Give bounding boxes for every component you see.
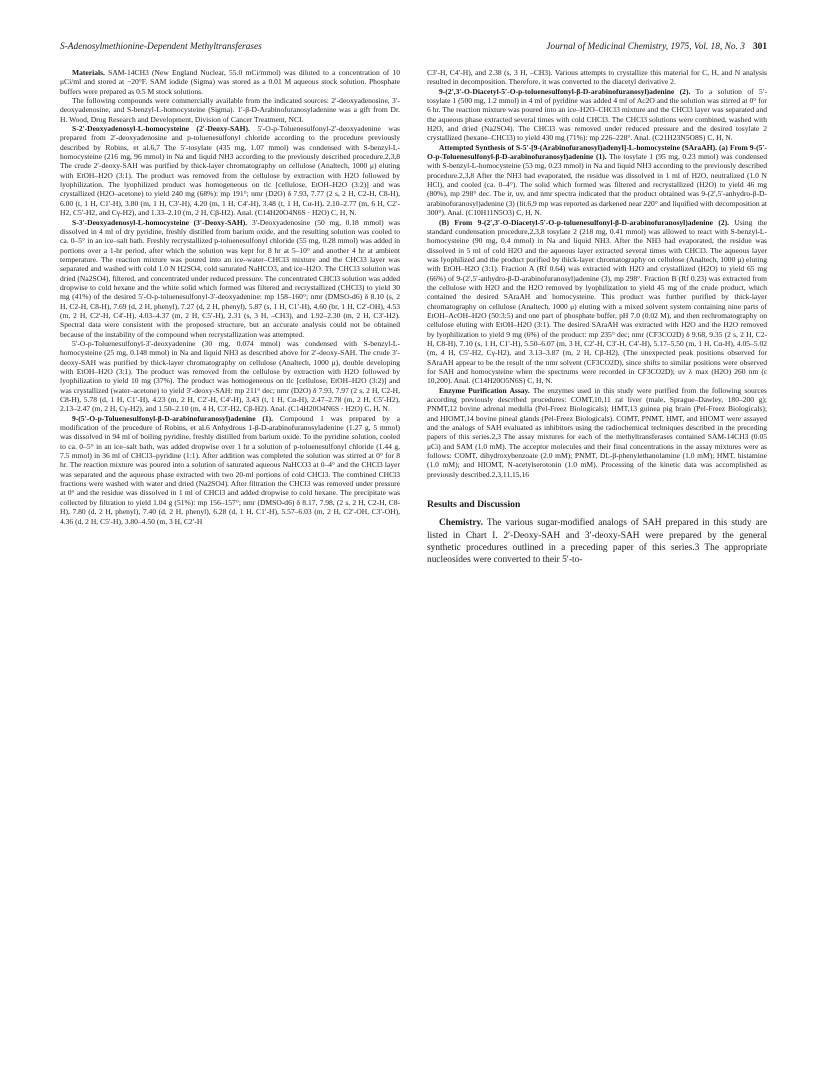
paragraph-heading: Attempted Synthesis of S-5′-[9-(Arabinofuranosyl)adenyl]-L-homocysteine (SAraAH). (a) From 9-(5′-O-p-Toluenesulfonyl-β-D-arabinofuranosyl)adenine (1). — [427, 142, 767, 162]
paragraph — [60, 414, 400, 526]
paragraph — [60, 96, 400, 124]
paragraph-heading: S-2′-Deoxyadenosyl-L-homocysteine (2′-Deoxy-SAH). — [72, 124, 250, 134]
running-header — [60, 40, 767, 54]
paragraph-text: C3′-H, C4′-H), and 2.38 (s, 3 H, –CH3). Various attempts to crystallize this material for C, H, and N analysis resulted in decomposition. Therefore, it was converted to the diacetyl derivative 2. — [427, 68, 767, 87]
paragraph-text: To a solution of 5′-tosylate 1 (500 mg, 1.2 mmol) in 4 ml of pyridine was added 4 ml of Ac2O and the solution was stirred at 0° for 6 hr. The reaction mixture was poured into an ice–H2O–CHCl3 mixture and the CHCl3 layer was separated and the aqueous phase extracted several times with cold CHCl3. The CHCl3 solutions were combined, washed with H2O, and dried (Na2SO4). The CHCl3 was removed under reduced pressure and the desired tosylate 2 crystallized (hexane–CHCl3) to yield 430 mg (71%): mp 226–228°. Anal. (C21H23N5O8S) C, H, N. — [427, 86, 767, 143]
paragraph — [427, 517, 767, 567]
paragraph-text: The enzymes used in this study were purified from the following sources according previously described procedures: COMT,10,11 rat liver (male, Sprague–Dawley, 180–200 g); PNMT,12 bovine adrenal medulla (Pel-Freez Biologicals); HMT,13 guinea pig brain (Pel-Freez Biologicals); and HIOMT,14 bovine pineal glands (Pel-Freez Biologicals). COMT, PNMT, HMT, and HIOMT were assayed and the analogs of SAH evaluated as inhibitors using the radiochemical techniques described in the preceding papers of this series.2,3 The assay mixtures for each of the methyltransferases contained SAM-14CH3 (0.05 μCi) and SAM (1.0 mM). The acceptor molecules and their final concentrations in the assay mixtures were as follows: COMT, dihydroxybenzoate (2.0 mM); PNMT, DL-β-phenylethanolamine (1.0 mM); HMT, histamine (1.0 mM); and HIOMT, N-acetylserotonin (1.0 mM). Processing of the kinetic data was accomplished as previously described.2,3,11,15,16 — [427, 385, 767, 479]
paragraph-text: The following compounds were commercially available from the indicated sources: 2′-deoxyadenosine, 3′-deoxyadenosine, and S-benzyl-L-homocysteine (Sigma). 1′-β-D-Arabinofuranosyladenine was a gift from Dr. H. Wood, Drug Research and Development, Division of Cancer Treatment, NCI. — [60, 96, 400, 124]
page-number: 301 — [752, 42, 767, 52]
paragraph-text: 5′-O-p-Toluenesulfonyl-3′-deoxyadenine (30 mg, 0.074 mmol) was condensed with S-benzyl-L-homocysteine (25 mg, 0.148 mmol) in Na and liquid NH3 as described above for 2′-deoxy-SAH. The crude 3′-deoxy-SAH was purified by thick-layer chromatography on cellulose (Analtech, 1000 μ), double developing with EtOH–H2O (3:1). The product was removed from the cellulose by extraction with H2O followed by lyophilization to yield 10 mg (37%). The product was homogeneous on tlc [cellulose, EtOH–H2O (3:2)] and was crystallized (water–acetone) to yield 3′-deoxy-SAH: mp 211° dec; nmr (D2O) δ 7.93, 7.97 (2 s, 2 H, C2-H, C8-H), 5.78 (d, 1 H, C1′-H), 4.23 (m, 2 H, C2′-H, C4′-H), 3.43 (t, 1 H, Cα-H), 2.47–2.78 (m, 2 H, C5′-H2), 2.13–2.47 (m, 2 H, Cγ-H2), and 1.50–2.10 (m, 4 H, C3′-H2, Cβ-H2). Anal. (C14H20O4N6S · H2O) C, H, N. — [60, 338, 400, 414]
journal-citation — [546, 40, 767, 54]
paragraph-heading: Chemistry. — [439, 518, 484, 529]
paragraph-heading: 9-(2′,3′-O-Diacetyl-5′-O-p-toluenesulfonyl-β-D-arabinofuranosyl)adenine (2). — [439, 86, 691, 96]
paragraph — [60, 68, 400, 96]
paragraph — [427, 386, 767, 479]
paragraph-text: The tosylate 1 (95 mg, 0.23 mmol) was condensed with S-benzyl-L-homocysteine (53 mg, 0.23 mmol) in Na and liquid NH3 according to the previously described procedure.2,3,8 After the NH3 had evaporated, the residue was dissolved in 1 ml of H2O, neutralized (1.0 N HCl), and cooled (ca. 0–4°). The solid which formed was filtered and recrystallized (H2O) to yield 46 mg (80%), mp 298° dec. The ir, uv, and nmr spectra indicated that the product obtained was 9-(2′,5′-anhydro-β-D-arabinofuranosyl)adenine (3) (lit.6,9 mp was reported as darkened near 220° and liquified with decomposition at 300°). Anal. (C10H11N5O3) C, H, N. — [427, 152, 767, 218]
paragraph — [60, 339, 400, 414]
section-heading: Results and Discussion — [427, 499, 521, 511]
paragraph-heading: S-3′-Deoxyadenosyl-L-homocysteine (3′-Deoxy-SAH). — [72, 217, 248, 227]
paragraph-text: Compound 1 was prepared by a modification of the procedure of Robins, et al.6 Anhydrous 1-β-D-arabinofuranosyladenine (1.27 g, 5 mmol) was dissolved in 94 ml of boiling pyridine, freshly distilled from barium oxide. To the pyridine solution, cooled to ca. 0–5° in an ice–salt bath, was added dropwise over 1 hr a solution of p-toluenesulfonyl chloride (1.44 g, 7.5 mmol) in 36 ml of CHCl3–pyridine (1:1). After addition was completed the solution was stirred at 0° for 8 hr. The reaction mixture was poured into a solution of saturated aqueous NaHCO3 at 0–4° and the CHCl3 layer was separated and the aqueous phase extracted with two 20-ml portions of cold CHCl3. The combined CHCl3 fractions were washed with water and dried (Na2SO4). After filtration the CHCl3 was removed under pressure at 0° and the residue was dissolved in 1 ml of CHCl3 and added dropwise to cold hexane. The precipitate was collected by filtration to yield 1.04 g (51%): mp 156–157°; nmr (DMSO-d6) δ 8.17, 7.98, (2 s, 2 H, C2-H, C8-H), 7.80 (d, 2 H, phenyl), 7.40 (d, 2 H, phenyl), 6.28 (d, 1 H, C1′-H), 5.57–6.03 (m, 2 H, C2′-OH, C3′-OH), 4.36 (d, 2 H, C5′-H), 3.80–4.50 (m, 3 H, C2′-H — [60, 413, 400, 526]
paragraph — [427, 218, 767, 386]
left-column — [60, 68, 400, 1053]
paragraph-heading: (B) From 9-(2′,3′-O-Diacetyl-5′-O-p-toluenesulfonyl-β-D-arabinofuranosyl)adenine (2). — [439, 217, 730, 227]
paragraph-heading: Enzyme Purification Assay. — [439, 385, 530, 395]
paragraph — [60, 124, 400, 217]
right-column — [427, 68, 767, 1053]
paragraph — [427, 87, 767, 143]
paragraph-heading: 9-(5′-O-p-Toluenesulfonyl-β-D-arabinofuranosyl)adenine (1). — [72, 413, 274, 423]
paragraph — [427, 68, 767, 87]
journal-name: Journal of Medicinal Chemistry, 1975, Vol. 18, No. 3 — [546, 42, 745, 52]
running-title: S-Adenosylmethionine-Dependent Methyltransferases — [60, 42, 262, 52]
paragraph — [427, 143, 767, 218]
paragraph-heading: Materials. — [72, 68, 105, 77]
paragraph-text: SAM-14CH3 (New England Nuclear, 55.0 mCi/mmol) was diluted to a concentration of 10 μCi/ml and stored at −20°F. SAM iodide (Sigma) was stored as a 0.01 M aqueous stock solution. Phosphate buffers were prepared as 0.5 M stock solutions. — [60, 68, 400, 96]
paragraph-text: Using the standard condensation procedure,2,3,8 tosylate 2 (218 mg, 0.41 mmol) was allowed to react with S-benzyl-L-homocysteine (90 mg, 0.4 mmol) in Na and liquid NH3. After the NH3 had evaporated, the residue was dissolved in 5 ml of cold H2O and the aqueous layer extracted several times with CHCl3. The aqueous layer was lyophilized and the product purified by thick-layer chromatography on cellulose (Analtech, 1000 μ) eluting with EtOH–H2O (3:1). Fraction A (Rf 0.64) was extracted with H2O and crystallized (H2O) to yield 65 mg (66%) of 9-(2′,5′-anhydro-β-D-arabinofuranosyl)adenine (3), mp 298°. Fraction B (Rf 0.23) was extracted from the cellulose with H2O and the H2O removed by lyophilization to yield 45 mg of the crude product, which contained the desired SAraAH and homocysteine. This product was further purified by thick-layer chromatography on cellulose (Analtech, 1000 μ) eluting with a mixed solvent system containing nine parts of EtOH–AcOH–H2O (50:3:5) and one part of phosphate buffer, pH 7.0 (0.02 M), and then rechromatography on cellulose eluting with EtOH–H2O (3:1). The desired SAraAH was extracted with H2O and the H2O removed by lyophilization to yield 9 mg (6%) of the product: mp 235° dec; nmr (CF3CO2D) δ 9.68, 9.35 (2 s, 2 H, C2-H, C8-H), 7.10 (s, 1 H, C1′-H), 5.50–6.07 (m, 3 H, C2′-H, C3′-H, C4′-H), 5.17–5.50 (m, 1 H, Cα-H), 4.05–5.02 (m, 4 H, C5′-H2, Cγ-H2), and 3.13–3.87 (m, 2 H, Cβ-H2). (The unexpected peak positions observed for SAraAH appear to be the result of the nmr solvent (CF3CO2D), since shifts to similar positions were observed for SAH and homocysteine when the spectrums were recorded in CF3CO2D); uv λ max (H2O) 260 nm (ε 10,200). Anal. (C14H20O5N6S) C, H, N. — [427, 217, 767, 386]
paragraph-text: 3′-Deoxyadenosine (50 mg, 0.18 mmol) was dissolved in 4 ml of dry pyridine, freshly distilled from barium oxide, and the resulting solution was cooled to ca. 0–5° in an ice–salt bath. Freshly recrystallized p-toluenesulfonyl chloride (55 mg, 0.28 mmol) was added in portions over a 1-hr period, after which the solution was kept for 8 hr at 5–10° and another 4 hr at ambient temperature. The reaction mixture was poured into an ice–water–CHCl3 mixture and the CHCl3 layer was separated and washed with cold 1.0 N H2SO4, cold saturated NaHCO3, and ice–H2O. The CHCl3 solution was dried (Na2SO4), filtered, and concentrated under reduced pressure. The concentrated CHCl3 solution was added dropwise to cold hexane and the white solid which formed was filtered and recrystallized (CHCl3) to yield 30 mg (41%) of the desired 5′-O-p-toluenesulfonyl-3′-deoxyadenine: mp 158–160°; nmr (DMSO-d6) δ 8.10 (s, 2 H, C2-H, C8-H), 7.69 (d, 2 H, phenyl), 7.27 (d, 2 H, phenyl), 5.87 (s, 1 H, C1′-H), 4.60 (br, 1 H, C2′-OH), 4.53 (m, 2 H, C2′-H, C4′-H), 4.03–4.37 (m, 2 H, C5′-H), 2.31 (s, 3 H, –CH3), and 1.92–2.30 (m, 2 H, C3′-H2). Spectral data were consistent with the proposed structure, but an accurate analysis could not be obtained because of the instability of the compound when recrystallization was attempted. — [60, 217, 400, 339]
paragraph — [60, 218, 400, 339]
paragraph-text: The various sugar-modified analogs of SAH prepared in this study are listed in Chart I. 2′-Deoxy-SAH and 3′-deoxy-SAH were prepared by the general synthetic procedures outlined in a preceding paper of this series.3 The appropriate nucleosides were converted to their 5′-to- — [427, 518, 767, 566]
paragraph-text: 5′-O-p-Toluenesulfonyl-2′-deoxyadenine was prepared from 2′-deoxyadenosine and p-toluenesulfonyl chloride according to the procedure previously described by Robins, et al.6,7 The 5′-tosylate (435 mg, 1.07 mmol) was condensed with S-benzyl-L-homocysteine (216 mg, 96 mmol) in Na and liquid NH3 according to the previously described procedure.2,3,8 The crude 2′-deoxy-SAH was purified by thick-layer chromatography on cellulose (Analtech, 1000 μ) eluting with EtOH–H2O (3:1). The product was removed from the cellulose by extraction with H2O followed by lyophilization. The lyophilized product was homogeneous on tlc [cellulose, EtOH–H2O (3:2)] and was crystallized (H2O–acetone) to yield 240 mg (68%): mp 191°; nmr (D2O) δ 7.93, 7.77 (2 s, 2 H, C2-H, C8-H), 6.00 (t, 1 H, C1′-H), 3.80 (m, 1 H, C3′-H), 4.20 (m, 1 H, C4′-H), 3.48 (t, 1 H, Cα-H), 2.10–2.77 (m, 6 H, C2′-H2, C5′-H2, and Cγ-H2), and 1.33–2.10 (m, 2 H, Cβ-H2). Anal. (C14H20O4N6S · H2O) C, H, N. — [60, 124, 400, 218]
